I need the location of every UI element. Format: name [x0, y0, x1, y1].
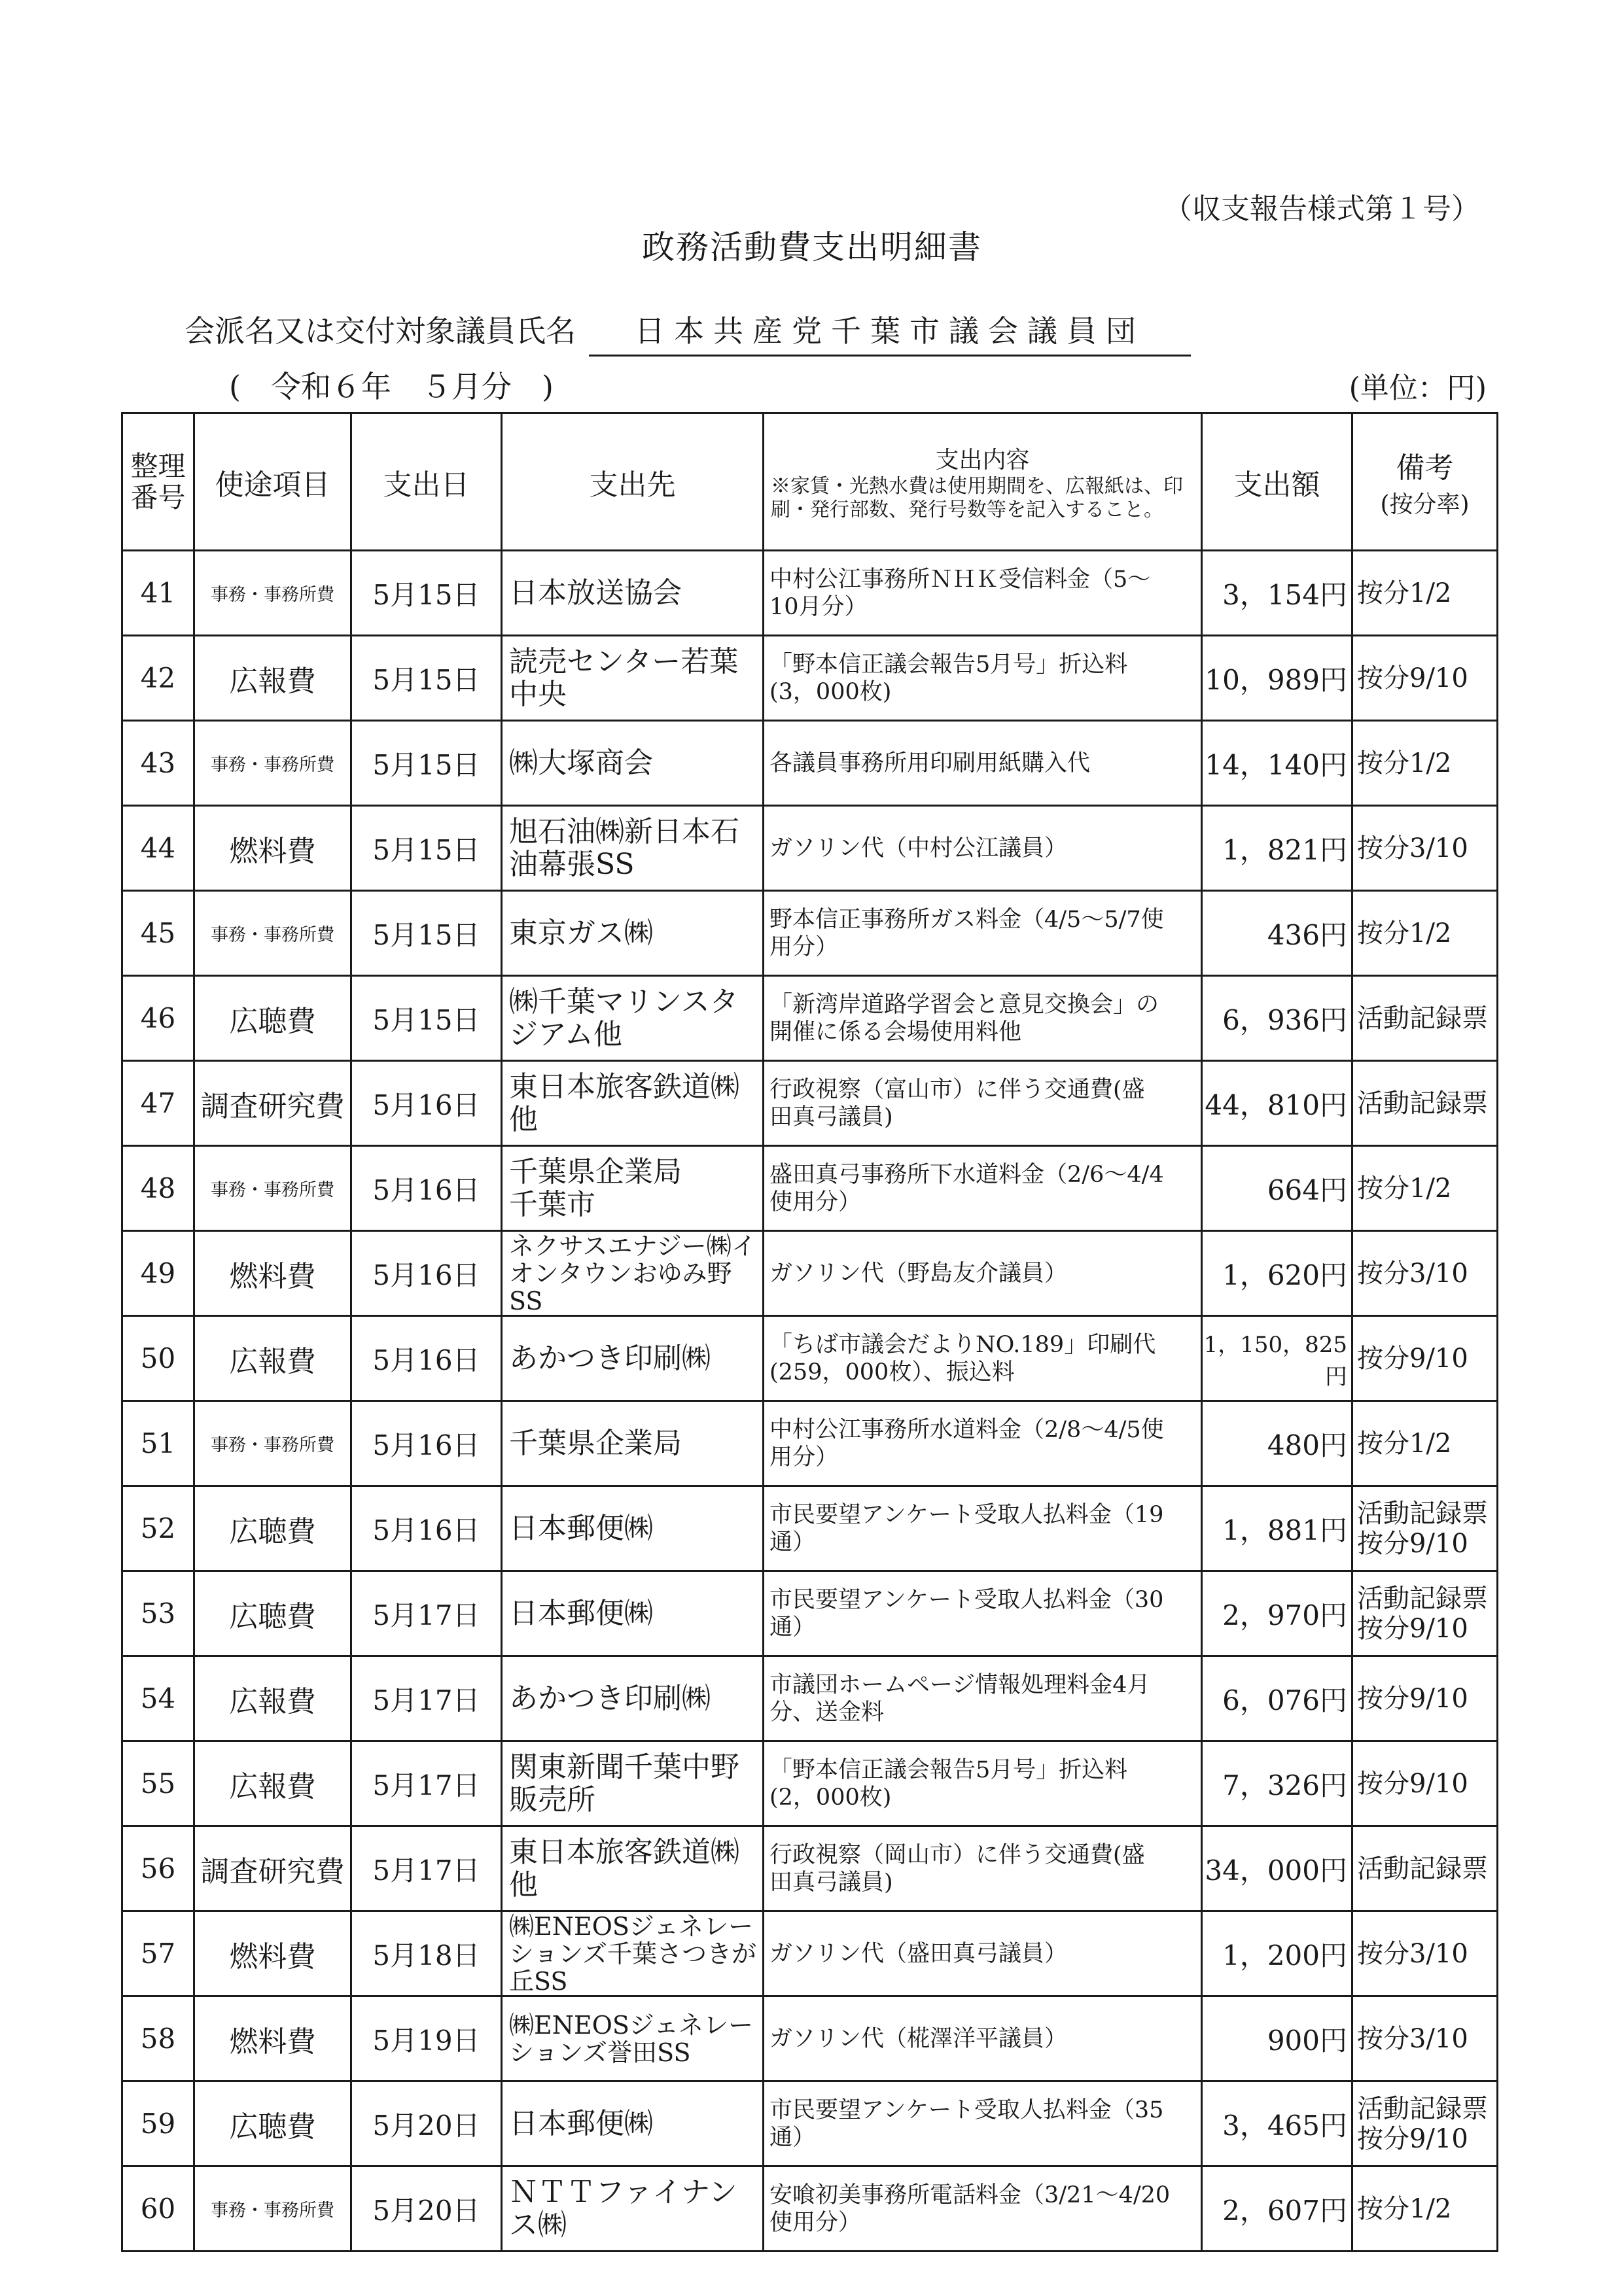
col-header-detail: [764, 413, 1202, 551]
faction-name: 日本共産党千葉市議会議員団: [589, 307, 1191, 357]
row-amount: 6，936円: [1202, 976, 1352, 1061]
row-note: 活動記録票 按分9/10: [1352, 1571, 1498, 1656]
row-date: 5月16日: [351, 1061, 502, 1146]
row-date: 5月15日: [351, 806, 502, 891]
row-payee: 日本郵便㈱: [502, 1571, 764, 1656]
page-title: 政務活動費支出明細書: [642, 228, 982, 266]
row-no: 45: [122, 891, 194, 976]
row-note: 按分1/2: [1352, 891, 1498, 976]
row-note: 活動記録票: [1352, 976, 1498, 1061]
row-date: 5月15日: [351, 976, 502, 1061]
col-header-note-title: 備考: [1396, 451, 1454, 485]
table-row: [122, 636, 1498, 721]
row-amount: 1，821円: [1202, 806, 1352, 891]
row-amount: 14，140円: [1202, 721, 1352, 806]
row-detail: 市民要望アンケート受取人払料金（35 通）: [764, 2081, 1202, 2166]
row-note: 按分1/2: [1352, 551, 1498, 636]
row-date: 5月16日: [351, 1231, 502, 1316]
row-note: 活動記録票: [1352, 1061, 1498, 1146]
row-use: 事務・事務所費: [194, 2166, 351, 2252]
row-payee: 千葉県企業局 千葉市: [502, 1146, 764, 1231]
table-row: [122, 2166, 1498, 2252]
row-amount: 3，154円: [1202, 551, 1352, 636]
row-amount: 3，465円: [1202, 2081, 1352, 2166]
row-note: 按分9/10: [1352, 1656, 1498, 1741]
row-use: 燃料費: [194, 1911, 351, 1996]
col-header-note-sub: (按分率): [1380, 491, 1470, 518]
col-header-use: 使途項目: [194, 413, 351, 551]
row-date: 5月20日: [351, 2081, 502, 2166]
row-no: 46: [122, 976, 194, 1061]
row-detail: 行政視察（岡山市）に伴う交通費(盛 田真弓議員): [764, 1826, 1202, 1911]
row-amount: 1，620円: [1202, 1231, 1352, 1316]
row-note: 按分9/10: [1352, 1741, 1498, 1826]
row-amount: 10，989円: [1202, 636, 1352, 721]
row-date: 5月15日: [351, 551, 502, 636]
row-amount: 2，970円: [1202, 1571, 1352, 1656]
row-date: 5月16日: [351, 1146, 502, 1231]
row-amount: 7，326円: [1202, 1741, 1352, 1826]
form-id: （収支報告様式第１号）: [1163, 192, 1480, 226]
row-date: 5月17日: [351, 1656, 502, 1741]
table-row: [122, 1741, 1498, 1826]
table-row: [122, 1911, 1498, 1996]
row-note: 活動記録票 按分9/10: [1352, 1486, 1498, 1571]
row-date: 5月16日: [351, 1486, 502, 1571]
row-detail: 市議団ホームページ情報処理料金4月 分、送金料: [764, 1656, 1202, 1741]
row-date: 5月15日: [351, 636, 502, 721]
row-payee: 関東新聞千葉中野 販売所: [502, 1741, 764, 1826]
row-amount: 1，881円: [1202, 1486, 1352, 1571]
row-date: 5月17日: [351, 1826, 502, 1911]
row-no: 57: [122, 1911, 194, 1996]
col-header-detail-title: 支出内容: [935, 447, 1030, 474]
table-row: [122, 1401, 1498, 1486]
row-note: 按分1/2: [1352, 1401, 1498, 1486]
row-detail: 「ちば市議会だよりNO.189」印刷代 (259，000枚）、振込料: [764, 1316, 1202, 1401]
col-header-amount: 支出額: [1202, 413, 1352, 551]
row-payee: 日本放送協会: [502, 551, 764, 636]
row-payee: ㈱ENEOSジェネレー ションズ誉田SS: [502, 1996, 764, 2081]
row-amount: 34，000円: [1202, 1826, 1352, 1911]
row-date: 5月15日: [351, 721, 502, 806]
col-header-date: 支出日: [351, 413, 502, 551]
row-amount: 1，200円: [1202, 1911, 1352, 1996]
row-amount: 436円: [1202, 891, 1352, 976]
row-no: 54: [122, 1656, 194, 1741]
row-use: 広聴費: [194, 1571, 351, 1656]
row-date: 5月19日: [351, 1996, 502, 2081]
table-row: [122, 891, 1498, 976]
row-payee: 旭石油㈱新日本石 油幕張SS: [502, 806, 764, 891]
row-use: 事務・事務所費: [194, 1401, 351, 1486]
col-header-detail-note: ※家賃・光熱水費は使用期間を、広報紙は、印刷・発行部数、発行号数等を記入すること。: [771, 475, 1183, 521]
row-detail: 中村公江事務所ＮＨＫ受信料金（5～ 10月分）: [764, 551, 1202, 636]
row-date: 5月17日: [351, 1741, 502, 1826]
row-detail: 行政視察（富山市）に伴う交通費(盛 田真弓議員): [764, 1061, 1202, 1146]
row-no: 55: [122, 1741, 194, 1826]
row-amount: 480円: [1202, 1401, 1352, 1486]
row-payee: あかつき印刷㈱: [502, 1316, 764, 1401]
row-use: 広報費: [194, 1316, 351, 1401]
row-payee: 東日本旅客鉄道㈱ 他: [502, 1061, 764, 1146]
row-detail: 「新湾岸道路学習会と意見交換会」の 開催に係る会場使用料他: [764, 976, 1202, 1061]
row-note: 按分3/10: [1352, 806, 1498, 891]
row-detail: 盛田真弓事務所下水道料金（2/6～4/4 使用分）: [764, 1146, 1202, 1231]
row-no: 60: [122, 2166, 194, 2252]
table-row: [122, 1996, 1498, 2081]
table-header-row: [122, 413, 1498, 551]
table-row: [122, 1571, 1498, 1656]
row-no: 48: [122, 1146, 194, 1231]
row-note: 按分3/10: [1352, 1911, 1498, 1996]
row-no: 49: [122, 1231, 194, 1316]
table-row: [122, 976, 1498, 1061]
row-detail: ガソリン代（中村公江議員）: [764, 806, 1202, 891]
table-row: [122, 551, 1498, 636]
row-payee: あかつき印刷㈱: [502, 1656, 764, 1741]
row-no: 47: [122, 1061, 194, 1146]
row-note: 活動記録票: [1352, 1826, 1498, 1911]
row-detail: 野本信正事務所ガス料金（4/5～5/7使 用分）: [764, 891, 1202, 976]
row-use: 事務・事務所費: [194, 891, 351, 976]
row-no: 52: [122, 1486, 194, 1571]
row-payee: ㈱ENEOSジェネレー ションズ千葉さつきが 丘SS: [502, 1911, 764, 1996]
row-use: 広報費: [194, 1656, 351, 1741]
col-header-no: 整理 番号: [122, 413, 194, 551]
row-note: 按分1/2: [1352, 2166, 1498, 2252]
row-payee: 日本郵便㈱: [502, 1486, 764, 1571]
row-use: 事務・事務所費: [194, 1146, 351, 1231]
row-detail: 中村公江事務所水道料金（2/8～4/5使 用分）: [764, 1401, 1202, 1486]
col-header-note: [1352, 413, 1498, 551]
row-detail: 安喰初美事務所電話料金（3/21～4/20 使用分）: [764, 2166, 1202, 2252]
table-row: [122, 1231, 1498, 1316]
row-amount: 900円: [1202, 1996, 1352, 2081]
faction-label: 会派名又は交付対象議員氏名: [185, 313, 576, 349]
row-detail: 市民要望アンケート受取人払料金（19 通）: [764, 1486, 1202, 1571]
table-row: [122, 1656, 1498, 1741]
row-date: 5月20日: [351, 2166, 502, 2252]
row-use: 燃料費: [194, 1231, 351, 1316]
row-amount: 1，150，825円: [1202, 1316, 1352, 1401]
row-date: 5月17日: [351, 1571, 502, 1656]
row-amount: 664円: [1202, 1146, 1352, 1231]
row-date: 5月18日: [351, 1911, 502, 1996]
row-note: 按分9/10: [1352, 1316, 1498, 1401]
row-amount: 2，607円: [1202, 2166, 1352, 2252]
table-row: [122, 1826, 1498, 1911]
row-payee: ㈱千葉マリンスタ ジアム他: [502, 976, 764, 1061]
row-no: 42: [122, 636, 194, 721]
table-row: [122, 806, 1498, 891]
row-no: 51: [122, 1401, 194, 1486]
unit-label: (単位：円): [1349, 372, 1487, 405]
row-payee: ＮＴＴファイナン ス㈱: [502, 2166, 764, 2252]
row-use: 事務・事務所費: [194, 721, 351, 806]
row-note: 按分1/2: [1352, 721, 1498, 806]
row-detail: 各議員事務所用印刷用紙購入代: [764, 721, 1202, 806]
table-row: [122, 1316, 1498, 1401]
row-payee: 千葉県企業局: [502, 1401, 764, 1486]
row-payee: ㈱大塚商会: [502, 721, 764, 806]
row-use: 調査研究費: [194, 1826, 351, 1911]
row-no: 53: [122, 1571, 194, 1656]
row-use: 広聴費: [194, 1486, 351, 1571]
row-no: 43: [122, 721, 194, 806]
row-amount: 44，810円: [1202, 1061, 1352, 1146]
row-note: 按分1/2: [1352, 1146, 1498, 1231]
row-payee: 東京ガス㈱: [502, 891, 764, 976]
row-date: 5月15日: [351, 891, 502, 976]
row-no: 56: [122, 1826, 194, 1911]
row-detail: 市民要望アンケート受取人払料金（30 通）: [764, 1571, 1202, 1656]
row-detail: ガソリン代（野島友介議員）: [764, 1231, 1202, 1316]
row-note: 按分3/10: [1352, 1996, 1498, 2081]
row-note: 按分3/10: [1352, 1231, 1498, 1316]
row-no: 59: [122, 2081, 194, 2166]
row-use: 広聴費: [194, 2081, 351, 2166]
row-payee: 読売センター若葉 中央: [502, 636, 764, 721]
row-amount: 6，076円: [1202, 1656, 1352, 1741]
expense-rows: [122, 551, 1498, 2252]
row-payee: 日本郵便㈱: [502, 2081, 764, 2166]
row-detail: ガソリン代（盛田真弓議員）: [764, 1911, 1202, 1996]
row-use: 広報費: [194, 1741, 351, 1826]
row-use: 燃料費: [194, 806, 351, 891]
row-use: 燃料費: [194, 1996, 351, 2081]
table-row: [122, 2081, 1498, 2166]
row-use: 調査研究費: [194, 1061, 351, 1146]
row-no: 50: [122, 1316, 194, 1401]
table-row: [122, 1146, 1498, 1231]
table-row: [122, 721, 1498, 806]
table-row: [122, 1061, 1498, 1146]
row-detail: 「野本信正議会報告5月号」折込料 (3，000枚): [764, 636, 1202, 721]
row-no: 58: [122, 1996, 194, 2081]
row-date: 5月16日: [351, 1316, 502, 1401]
row-payee: 東日本旅客鉄道㈱ 他: [502, 1826, 764, 1911]
row-use: 事務・事務所費: [194, 551, 351, 636]
row-use: 広聴費: [194, 976, 351, 1061]
row-note: 活動記録票 按分9/10: [1352, 2081, 1498, 2166]
row-date: 5月16日: [351, 1401, 502, 1486]
report-period: ( 令和６年 ５月分 ): [229, 369, 554, 404]
row-payee: ネクサスエナジー㈱イ オンタウンおゆみ野SS: [502, 1231, 764, 1316]
col-header-payee: 支出先: [502, 413, 764, 551]
expense-table: [121, 412, 1498, 2252]
row-note: 按分9/10: [1352, 636, 1498, 721]
row-no: 41: [122, 551, 194, 636]
row-use: 広報費: [194, 636, 351, 721]
table-row: [122, 1486, 1498, 1571]
row-no: 44: [122, 806, 194, 891]
row-detail: ガソリン代（椛澤洋平議員）: [764, 1996, 1202, 2081]
row-detail: 「野本信正議会報告5月号」折込料 (2，000枚): [764, 1741, 1202, 1826]
